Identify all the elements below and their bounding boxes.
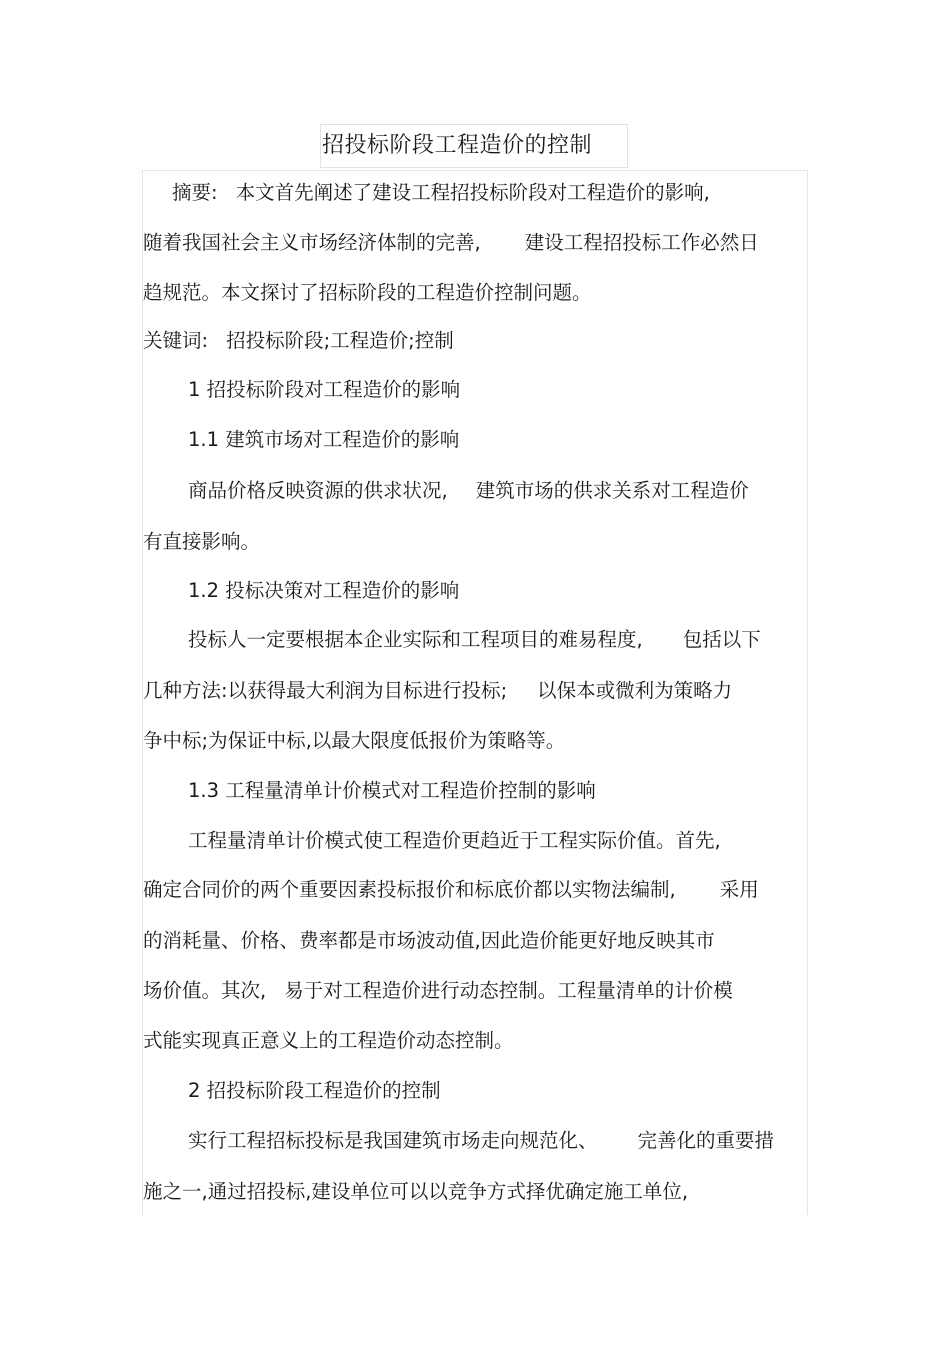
document-title: 招投标阶段工程造价的控制 [322, 133, 593, 158]
section-1-2-heading: 1.2 投标决策对工程造价的影响 [188, 579, 460, 602]
paragraph-1-1-line-2: 有直接影响。 [143, 530, 261, 553]
paragraph-2-line-2: 施之一,通过招投标,建设单位可以以竞争方式择优确定施工单位, [143, 1180, 689, 1203]
paragraph-1-1-line-1 [188, 477, 749, 505]
keywords-line [143, 327, 454, 355]
abstract-line-1 [172, 179, 710, 207]
text-segment: 采用 [719, 878, 759, 901]
paragraph-1-3-line-5: 式能实现真正意义上的工程造价动态控制。 [143, 1029, 514, 1052]
paragraph-1-3-line-3: 的消耗量、价格、费率都是市场波动值,因此造价能更好地反映其市 [143, 929, 715, 952]
text-segment: 几种方法:以获得最大利润为目标进行投标; [143, 679, 508, 702]
paragraph-1-2-line-2 [143, 677, 732, 705]
paragraph-1-2-line-1 [188, 626, 761, 654]
text-segment: 确定合同价的两个重要因素投标报价和标底价都以实物法编制, [143, 878, 676, 901]
text-segment: 场价值。其次, [143, 979, 267, 1002]
abstract-text-2b: 建设工程招投标工作必然日 [524, 231, 759, 254]
abstract-text-1: 本文首先阐述了建设工程招投标阶段对工程造价的影响, [235, 181, 710, 204]
abstract-text-2a: 随着我国社会主义市场经济体制的完善, [143, 231, 481, 254]
text-segment: 完善化的重要措 [637, 1129, 775, 1152]
paragraph-2-line-1 [188, 1127, 774, 1155]
section-1-3-heading: 1.3 工程量清单计价模式对工程造价控制的影响 [188, 779, 596, 802]
text-segment: 实行工程招标投标是我国建筑市场走向规范化、 [188, 1129, 598, 1152]
text-segment: 投标人一定要根据本企业实际和工程项目的难易程度, [188, 628, 643, 651]
section-1-1-heading: 1.1 建筑市场对工程造价的影响 [188, 428, 460, 451]
paragraph-1-3-line-2 [143, 876, 759, 904]
text-segment: 商品价格反映资源的供求状况, [188, 479, 448, 502]
keywords-label: 关键词: [143, 329, 209, 352]
keywords-text: 招投标阶段;工程造价;控制 [226, 329, 454, 352]
abstract-line-3: 趋规范。本文探讨了招标阶段的工程造价控制问题。 [143, 281, 592, 304]
section-2-heading: 2 招投标阶段工程造价的控制 [188, 1079, 441, 1102]
text-segment: 以保本或微利为策略力 [537, 679, 733, 702]
section-1-heading: 1 招投标阶段对工程造价的影响 [188, 378, 461, 401]
paragraph-1-3-line-1: 工程量清单计价模式使工程造价更趋近于工程实际价值。首先, [188, 829, 721, 852]
text-segment: 包括以下 [682, 628, 761, 651]
abstract-line-2 [143, 229, 759, 257]
paragraph-1-3-line-4 [143, 977, 733, 1005]
text-segment: 建筑市场的供求关系对工程造价 [475, 479, 749, 502]
text-segment: 易于对工程造价进行动态控制。工程量清单的计价模 [284, 979, 733, 1002]
abstract-label: 摘要: [172, 181, 218, 204]
paragraph-1-2-line-3: 争中标;为保证中标,以最大限度低报价为策略等。 [143, 729, 566, 752]
